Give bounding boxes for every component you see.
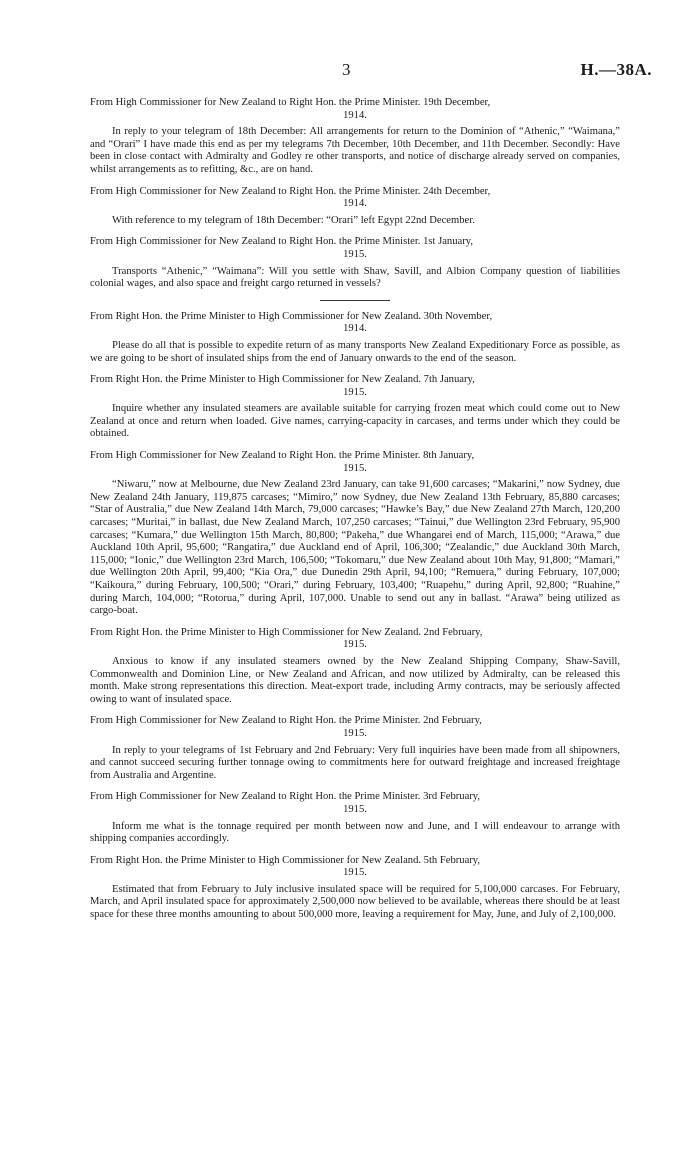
telegram-body: “Niwaru,” now at Melbourne, due New Zealand 23rd January, can take 91,600 carcases; “Makarini,” now Sydney, due New Zealand 24th January, 119,875 carcases; “Mimiro,” now Sydney, due New Zealand 13th February, 85,880 carcases; “Star of Australia,” due New Zealand 14th March, 79,000 carcases; “Hawke’s Bay,” due New Zealand 27th March, 120,200 carcases; “Muritai,” in ballast, due New Zealand March, 107,250 carcases; “Tainui,” due Wellington 23rd February, 95,900 carcases; “Kumara,” due Wellington 15th March, 80,800; “Pakeha,” due Whangarei end of March, 115,000; “Arawa,” due Auckland 10th April, 95,600; “Rangatira,” due Auckland end of April, 106,300; “Zealandic,” due Auckland 30th March, 115,000; “Ionic,” due Wellington 23rd March, 106,500; “Tokomaru,” due New Zealand about 10th May, 91,800; “Mamari,” due Wellington 20th April, 99,400; “Kia Ora,” due Dunedin 29th April, 94,100; “Remuera,” during February, 107,000; “Kaikoura,” during February, 100,500; “Orari,” during February, 103,400; “Ruapehu,” during April, 92,800; “Ruahine,” during March, 104,000; “Rotorua,” during April, 107,000. Unable to send out any in ballast. “Arawa” being utilized as cargo-boat.: [90, 479, 620, 617]
page-header: [0, 60, 700, 84]
telegram-heading: From High Commissioner for New Zealand to Right Hon. the Prime Minister. 3rd February,: [90, 791, 481, 803]
telegram-heading: From Right Hon. the Prime Minister to High Commissioner for New Zealand. 5th February,: [90, 854, 481, 866]
telegram-heading: From Right Hon. the Prime Minister to High Commissioner for New Zealand. 7th January,: [90, 374, 475, 386]
telegram-body: Inquire whether any insulated steamers are available suitable for carrying frozen meat which could come out to New Zealand at once and return when loaded. Give names, carrying-capacity in carcases, and terms under which they could be obtained.: [90, 403, 620, 440]
telegram-body: With reference to my telegram of 18th December: “Orari” left Egypt 22nd December.: [112, 214, 475, 226]
telegram-body: In reply to your telegram of 18th December: All arrangements for return to the Dominion of “Athenic,” “Waimana,” and “Orari” I have made this end as per my telegrams 7th December, 10th December, and 11th December. Secondly: Have been in close contact with Admiralty and Godley re other transports, and notice of discharge already served on companies, whilst arrangements as to refitting, &c., are on hand.: [90, 126, 620, 175]
telegram-year: 1914.: [343, 323, 367, 335]
telegram-entry: [90, 450, 620, 618]
telegram-year: 1915.: [343, 462, 367, 474]
section-divider: [320, 300, 390, 301]
telegram-entry: [90, 236, 620, 290]
telegram-heading: From High Commissioner for New Zealand to Right Hon. the Prime Minister. 19th December,: [90, 97, 491, 108]
telegram-year: 1915.: [343, 727, 367, 739]
telegram-heading: From High Commissioner for New Zealand to Right Hon. the Prime Minister. 2nd February,: [90, 715, 482, 727]
telegram-entry: [90, 186, 620, 228]
telegram-heading: From High Commissioner for New Zealand to Right Hon. the Prime Minister. 24th December,: [90, 185, 491, 197]
telegram-body: Please do all that is possible to expedite return of as many transports New Zealand Expeditionary Force as possible, as we are going to be short of insulated ships from the end of January onwards to the end of the season.: [90, 339, 620, 364]
telegram-year: 1914.: [343, 198, 367, 210]
telegram-body: Estimated that from February to July inclusive insulated space will be required for 5,100,000 carcases. For February, March, and April insulated space for approximately 2,500,000 now believed to be available, whereas there should be at least space for these three months amounting to about 500,000 more, leaving a requirement for May, June, and July of 2,100,000.: [90, 883, 620, 921]
telegram-entry: [90, 791, 620, 845]
telegram-heading: From Right Hon. the Prime Minister to High Commissioner for New Zealand. 2nd February,: [90, 626, 483, 638]
telegram-entry: [90, 97, 620, 177]
telegram-body: Transports “Athenic,” “Waimana”: Will you settle with Shaw, Savill, and Albion Company question of liabilities colonial wages, and also space and freight cargo returned in vessels?: [90, 265, 620, 290]
telegram-entry: [90, 855, 620, 922]
telegram-entry: [90, 627, 620, 707]
telegram-heading: From High Commissioner for New Zealand to Right Hon. the Prime Minister. 8th January,: [90, 450, 475, 462]
document-reference: H.—38A.: [580, 60, 652, 79]
telegram-year: 1915.: [343, 639, 367, 651]
telegram-year: 1914.: [343, 109, 367, 121]
telegram-body: Inform me what is the tonnage required per month between now and June, and I will endeavour to arrange with shipping companies accordingly.: [90, 820, 620, 845]
telegram-body: In reply to your telegrams of 1st February and 2nd February: Very full inquiries have been made from all shipowners, and cannot succeed securing further tonnage owing to commitments here for outward freightage and increased freightage from Australia and Argentine.: [90, 744, 620, 781]
telegram-year: 1915.: [343, 248, 367, 260]
telegram-heading: From Right Hon. the Prime Minister to High Commissioner for New Zealand. 30th November,: [90, 310, 493, 322]
telegram-entry: [90, 374, 620, 441]
telegram-body: Anxious to know if any insulated steamers owned by the New Zealand Shipping Company, Shaw-Savill, Commonwealth and Dominion Line, or New Zealand and African, and now utilized by Admiralty, can be released this month. Make strong representations this direction. Meat-export trade, including Army contracts, may be seriously affected owing to want of insulated space.: [90, 655, 620, 705]
telegram-year: 1915.: [343, 386, 367, 398]
telegram-entry: [90, 715, 620, 782]
telegram-year: 1915.: [343, 803, 367, 815]
telegram-heading: From High Commissioner for New Zealand to Right Hon. the Prime Minister. 1st January,: [90, 236, 473, 248]
telegram-list: [90, 97, 620, 931]
telegram-year: 1915.: [343, 867, 367, 879]
page-number: 3: [342, 60, 351, 79]
telegram-entry: [90, 311, 620, 365]
